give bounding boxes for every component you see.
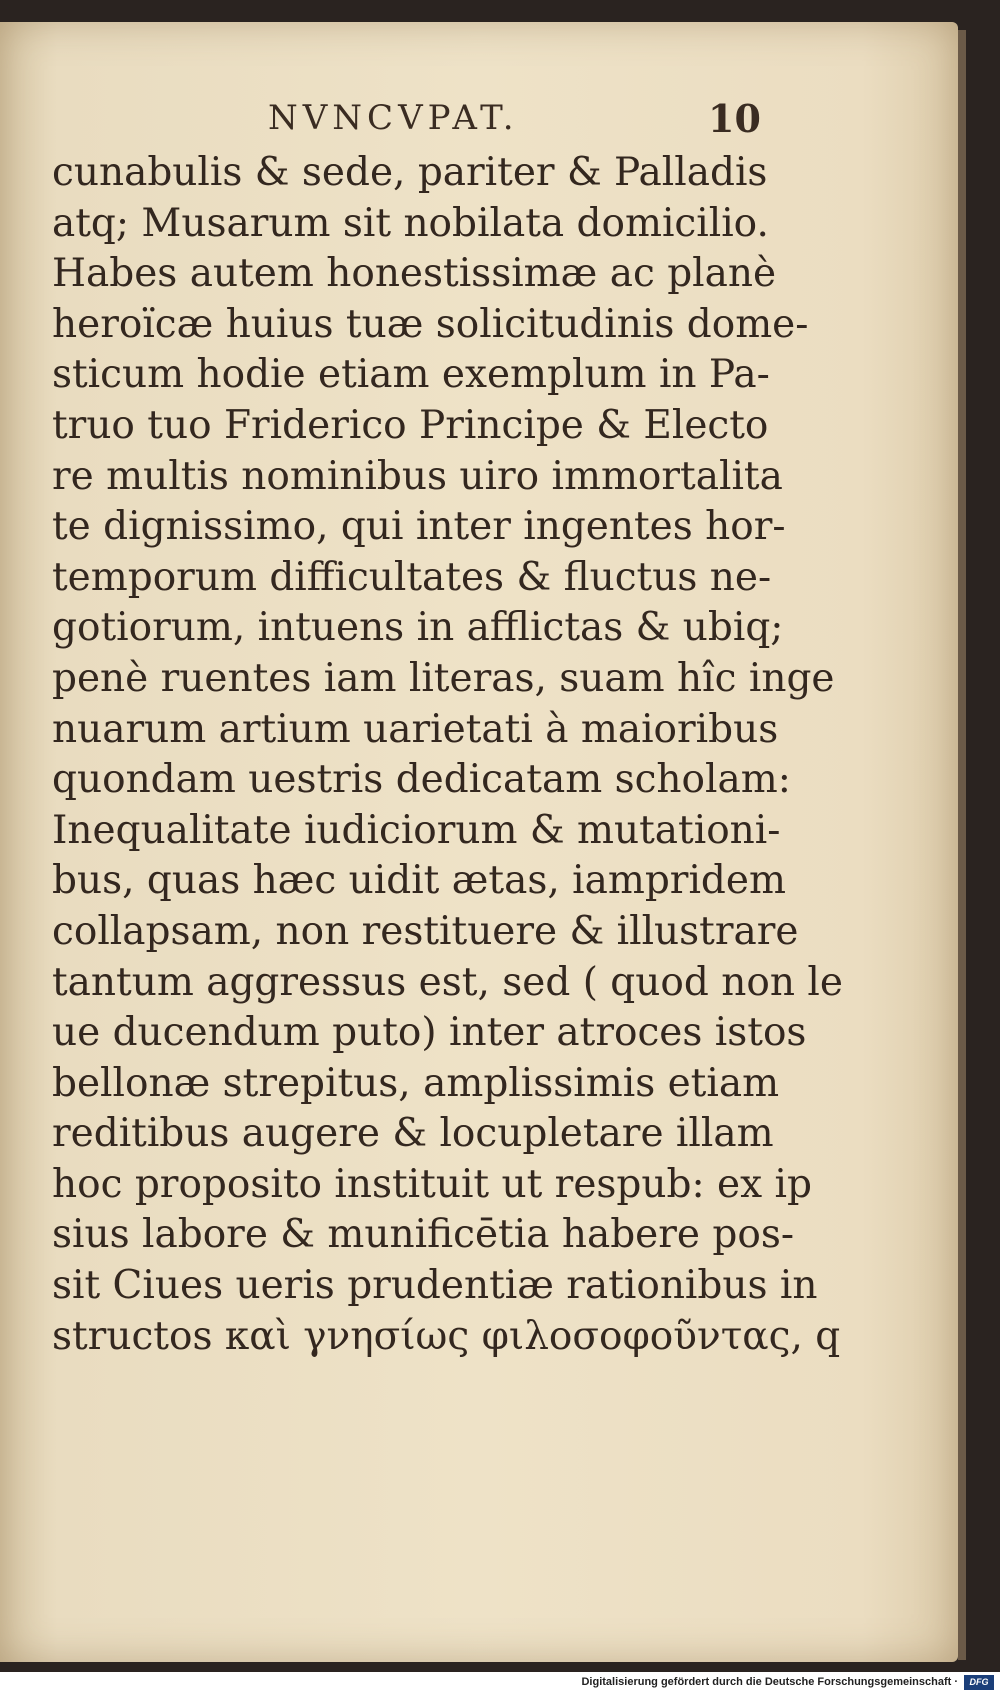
text-line: te dignissimo, qui inter ingentes hor- bbox=[52, 504, 786, 550]
text-line: gotiorum, intuens in afflictas & ubiq; bbox=[52, 605, 784, 651]
running-head: NVNCVPAT. bbox=[268, 98, 519, 138]
text-line: truo tuo Friderico Principe & Electo bbox=[52, 402, 769, 448]
text-line: bus, quas hæc uidit ætas, iampridem bbox=[52, 858, 786, 904]
text-line: Inequalitate iudiciorum & mutationi- bbox=[52, 807, 781, 853]
body-text bbox=[52, 148, 843, 1362]
text-line: cunabulis & sede, pariter & Palladis bbox=[52, 150, 768, 195]
text-line: nuarum artium uarietati à maioribus bbox=[52, 706, 779, 752]
text-line: sticum hodie etiam exemplum in Pa- bbox=[52, 352, 770, 398]
page-edge bbox=[958, 30, 966, 1660]
dfg-logo-icon: DFG bbox=[964, 1675, 994, 1690]
text-line: structos καὶ γνησίως φιλοσοφοῦντας, q bbox=[52, 1313, 841, 1359]
text-line: temporum difficultates & fluctus ne- bbox=[52, 554, 772, 600]
text-line: ue ducendum puto) inter atroces istos bbox=[52, 1010, 807, 1056]
text-line: sius labore & munificētia habere pos- bbox=[52, 1212, 795, 1258]
text-line: quondam uestris dedicatam scholam: bbox=[52, 757, 791, 803]
text-line: tantum aggressus est, sed ( quod non le bbox=[52, 959, 843, 1005]
text-line: re multis nominibus uiro immortalita bbox=[52, 453, 783, 499]
text-line: reditibus augere & locupletare illam bbox=[52, 1111, 774, 1157]
text-line: bellonæ strepitus, amplissimis etiam bbox=[52, 1060, 780, 1106]
text-line: collapsam, non restituere & illustrare bbox=[52, 908, 799, 954]
page-number: 10 bbox=[708, 96, 761, 141]
text-line: Habes autem honestissimæ ac planè bbox=[52, 251, 777, 297]
text-line: penè ruentes iam literas, suam hîc inge bbox=[52, 655, 835, 701]
text-line: sit Ciues ueris prudentiæ rationibus in bbox=[52, 1263, 818, 1309]
footer-bar bbox=[0, 1672, 1000, 1695]
text-line: hoc proposito instituit ut respub: ex ip bbox=[52, 1161, 812, 1207]
funding-credit: Digitalisierung gefördert durch die Deutsche Forschungsgemeinschaft · bbox=[581, 1676, 958, 1688]
page-header bbox=[0, 98, 958, 148]
text-line: atq; Musarum sit nobilata domicilio. bbox=[52, 200, 769, 246]
text-line: heroïcæ huius tuæ solicitudinis dome- bbox=[52, 301, 809, 347]
